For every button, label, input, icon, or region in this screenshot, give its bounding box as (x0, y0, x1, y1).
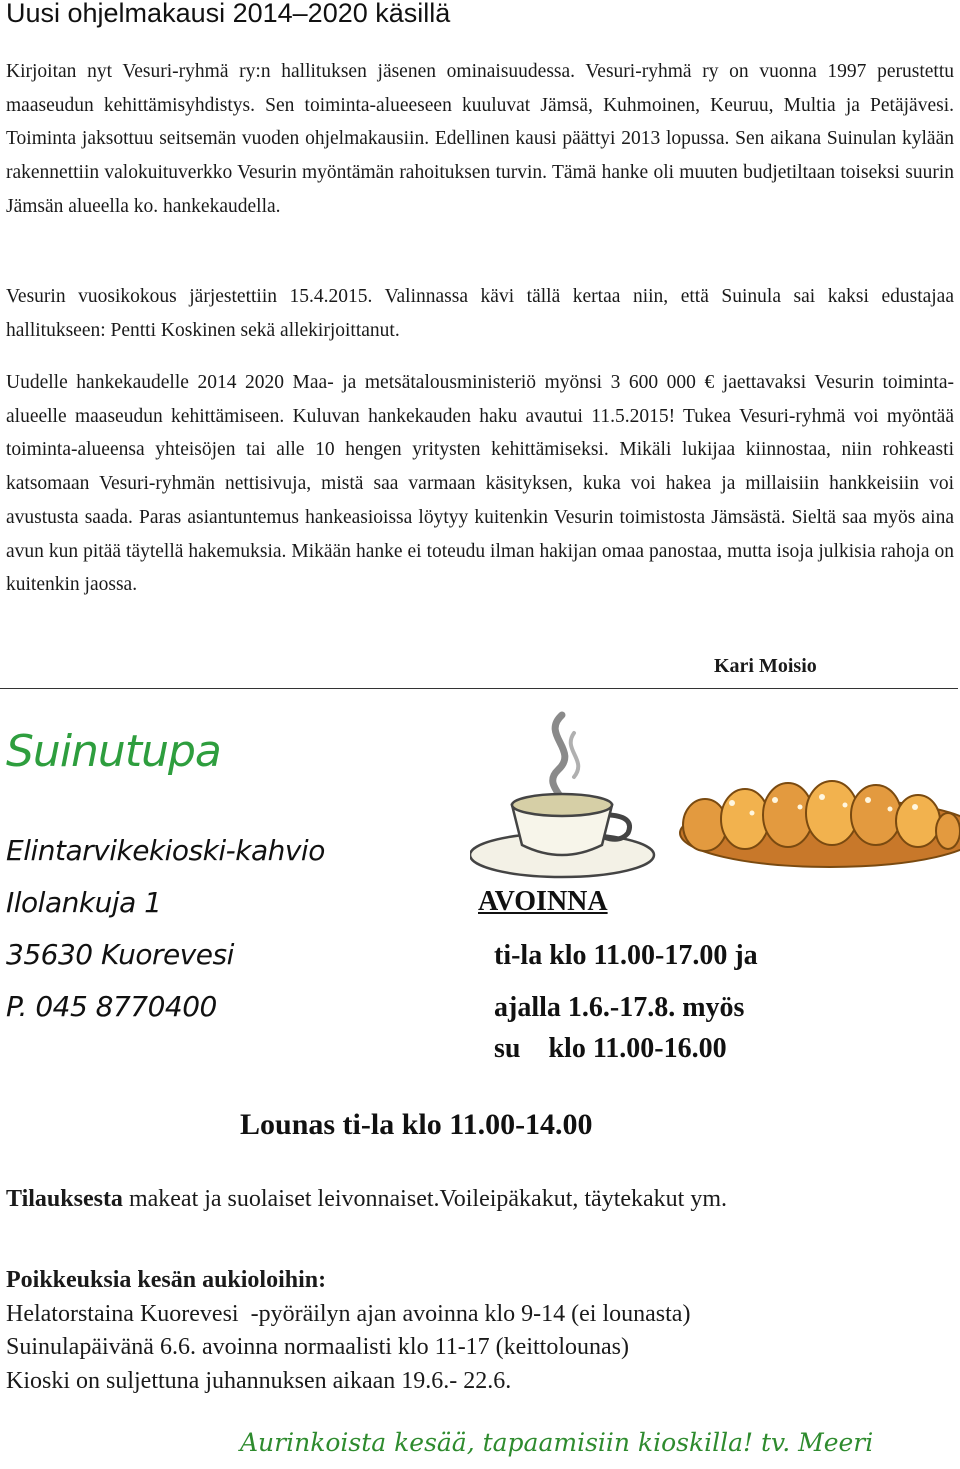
closing-greeting: Aurinkoista kesää, tapaamisiin kioskilla! tv. Meeri (240, 1428, 874, 1457)
order-info (6, 1186, 727, 1213)
phone-number: P. 045 8770400 (6, 990, 217, 1023)
author-signature: Kari Moisio (714, 655, 817, 677)
coffee-and-pastry-illustration (470, 705, 960, 890)
exception-item: Suinulapäivänä 6.6. avoinna normaalisti klo 11-17 (keittolounas) (6, 1334, 629, 1360)
exception-item: Kioski on suljettuna juhannuksen aikaan 19.6.- 22.6. (6, 1367, 512, 1394)
coffee-cup-icon (470, 794, 654, 877)
section-divider (0, 688, 958, 689)
article-title: Uusi ohjelmakausi 2014–2020 käsillä (6, 0, 451, 28)
order-text: makeat ja suolaiset leivonnaiset.Voileipäkakut, täytekakut ym. (122, 1186, 728, 1212)
pastry-braid-icon (680, 781, 960, 867)
article-paragraph-1: Kirjoitan nyt Vesuri-ryhmä ry:n hallituksen jäsenen ominaisuudessa. Vesuri-ryhmä ry on vuonna 1997 perustettu maaseudun kehittämisyhdistys. Sen toiminta-alueeseen kuuluvat Jämsä, Kuhmoinen, Keuruu, Multia ja Petäjävesi. Toiminta jaksottuu seitsemän vuoden ohjelmakausiin. Edellinen kausi päättyi 2013 lopussa. Sen aikana Suinulan kylään rakennettiin valokuituverkko Vesurin myöntämän rahoituksen turvin. Tämä hanke oli muuten budjetiltaan toiseksi suurin Jämsän alueella ko. hankekaudella. (6, 61, 954, 217)
business-subtitle: Elintarvikekioski-kahvio (6, 834, 325, 867)
hours-line-3: su klo 11.00-16.00 (494, 1033, 727, 1064)
hours-line-2: ajalla 1.6.-17.8. myös (494, 992, 745, 1023)
hours-line-1: ti-la klo 11.00-17.00 ja (494, 940, 758, 971)
article-paragraph-3: Uudelle hankekaudelle 2014 2020 Maa- ja metsätalousministeriö myönsi 3 600 000 € jaettavaksi Vesurin toiminta-alueelle maaseudun kehittämiseen. Kuluvan hankekauden haku avautui 11.5.2015! Tukea Vesuri-ryhmä voi myöntää toiminta-alueensa yhteisöjen tai alle 10 hengen yritysten kehittämiseksi. Mikäli lukijaa kiinnostaa, niin rohkeasti katsomaan Vesuri-ryhmän nettisivuja, mistä saa varmaan käsityksen, kuka voi hakea ja millaisiin hankkeisiin voi avustusta saada. Paras asiantuntemus hankeasioissa löytyy kuitenkin Vesurin toimistosta Jämsästä. Sieltä saa myös aina avun kun pitää täytellä hakemuksia. Mikään hanke ei toteudu ilman hakijan omaa panostaa, mutta isoja julkisia rahoja on kuitenkin jaossa. (6, 372, 954, 596)
exception-item: Helatorstaina Kuorevesi -pyöräilyn ajan avoinna klo 9-14 (ei lounasta) (6, 1300, 691, 1327)
exceptions-block (6, 1264, 690, 1398)
exceptions-heading: Poikkeuksia kesän aukioloihin: (6, 1267, 327, 1293)
brand-name: Suinutupa (6, 726, 221, 777)
article-paragraph-2: Vesurin vuosikokous järjestettiin 15.4.2015. Valinnassa kävi tällä kertaa niin, että Suinula sai kaksi edustajaa hallitukseen: Pentti Koskinen sekä allekirjoittanut. (6, 286, 954, 341)
order-lead: Tilauksesta (6, 1186, 123, 1212)
street-address: Ilolankuja 1 (6, 886, 162, 919)
lunch-hours: Lounas ti-la klo 11.00-14.00 (240, 1108, 593, 1141)
open-heading: AVOINNA (478, 886, 608, 917)
city-address: 35630 Kuorevesi (6, 938, 234, 971)
